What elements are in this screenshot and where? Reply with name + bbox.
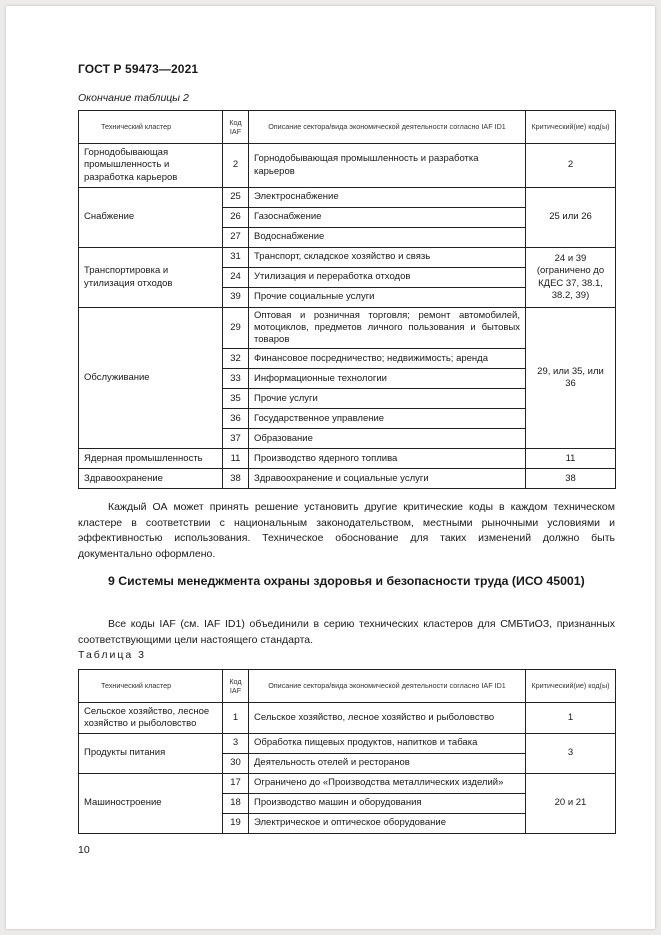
cluster-cell: Сельское хозяйство, лесное хозяйство и рыболовство [79,703,223,734]
code-cell: 38 [223,469,249,489]
code-cell: 30 [223,754,249,774]
desc-cell: Информационные технологии [249,369,526,389]
table3-header-crit: Критический(ие) код(ы) [526,670,616,703]
code-cell: 1 [223,703,249,734]
code-cell: 11 [223,449,249,469]
desc-cell: Ограничено до «Производства металлических изделий» [249,774,526,794]
code-cell: 17 [223,774,249,794]
cluster-cell: Горнодобывающая промышленность и разработка карьеров [79,144,223,188]
cluster-cell: Здравоохранение [79,469,223,489]
desc-cell: Газоснабжение [249,208,526,228]
code-cell: 39 [223,288,249,308]
paragraph-iaf-codes [78,617,615,648]
cluster-cell: Ядерная промышленность [79,449,223,469]
document-header: ГОСТ Р 59473—2021 [78,62,199,76]
desc-cell: Государственное управление [249,409,526,429]
table3-header-row [79,670,616,703]
table3-header-cluster: Технический кластер [79,670,223,703]
desc-cell: Прочие социальные услуги [249,288,526,308]
code-cell: 25 [223,188,249,208]
desc-cell: Деятельность отелей и ресторанов [249,754,526,774]
paragraph-critical-codes-text: Каждый ОА может принять решение установить другие критические коды в каждом техническом кластере в соответствии с национальным законодательством, местными рыночными условиями и эффективностью использования. Техническое обоснование для таких изменений должно быть документально оформлено. [78,501,615,560]
code-cell: 35 [223,389,249,409]
table-row [79,734,616,754]
crit-cell: 1 [526,703,616,734]
desc-cell: Транспорт, складское хозяйство и связь [249,248,526,268]
desc-cell: Утилизация и переработка отходов [249,268,526,288]
table2-header-row [79,111,616,144]
code-cell: 29 [223,308,249,349]
desc-cell: Оптовая и розничная торговля; ремонт автомобилей, мотоциклов, предметов личного пользования и бытовых товаров [249,308,526,349]
table2-header-cluster: Технический кластер [79,111,223,144]
code-cell: 36 [223,409,249,429]
table2-header-code: Код IAF [223,111,249,144]
document-page [6,6,655,929]
desc-cell: Прочие услуги [249,389,526,409]
page-number: 10 [78,844,90,856]
code-cell: 27 [223,228,249,248]
desc-cell: Горнодобывающая промышленность и разработка карьеров [249,144,526,188]
table-row [79,469,616,489]
code-cell: 24 [223,268,249,288]
cluster-cell: Транспортировка и утилизация отходов [79,248,223,308]
code-cell: 3 [223,734,249,754]
table-row [79,248,616,268]
cluster-cell: Продукты питания [79,734,223,774]
table3-caption: Таблица 3 [78,649,146,661]
crit-cell: 20 и 21 [526,774,616,834]
table2-header-crit: Критический(ие) код(ы) [526,111,616,144]
table-row [79,774,616,794]
code-cell: 32 [223,349,249,369]
crit-cell: 38 [526,469,616,489]
table-row [79,144,616,188]
table3 [78,669,616,834]
desc-cell: Обработка пищевых продуктов, напитков и табака [249,734,526,754]
table3-header-desc: Описание сектора/вида экономической деятельности согласно IAF ID1 [249,670,526,703]
desc-cell: Образование [249,429,526,449]
code-cell: 18 [223,794,249,814]
crit-cell: 29, или 35, или 36 [526,308,616,449]
desc-cell: Здравоохранение и социальные услуги [249,469,526,489]
code-cell: 19 [223,814,249,834]
cluster-cell: Обслуживание [79,308,223,449]
table2-caption: Окончание таблицы 2 [78,92,189,104]
crit-cell: 3 [526,734,616,774]
table-row [79,308,616,349]
crit-cell: 24 и 39 (ограничено до КДЕС 37, 38.1, 38.2, 39) [526,248,616,308]
desc-cell: Водоснабжение [249,228,526,248]
paragraph-critical-codes [78,500,615,562]
desc-cell: Финансовое посредничество; недвижимость; аренда [249,349,526,369]
table-row [79,703,616,734]
code-cell: 33 [223,369,249,389]
paragraph-iaf-codes-text: Все коды IAF (см. IAF ID1) объединили в серию технических кластеров для СМБТиОЗ, признанных соответствующими цели настоящего стандарта. [78,618,615,646]
desc-cell: Производство машин и оборудования [249,794,526,814]
table3-header-code: Код IAF [223,670,249,703]
table-row [79,449,616,469]
table2-header-desc: Описание сектора/вида экономической деятельности согласно IAF ID1 [249,111,526,144]
code-cell: 31 [223,248,249,268]
table2 [78,110,616,489]
crit-cell: 25 или 26 [526,188,616,248]
code-cell: 37 [223,429,249,449]
cluster-cell: Снабжение [79,188,223,248]
desc-cell: Сельское хозяйство, лесное хозяйство и рыболовство [249,703,526,734]
desc-cell: Электроснабжение [249,188,526,208]
code-cell: 2 [223,144,249,188]
crit-cell: 11 [526,449,616,469]
section-9-title: 9 Системы менеджмента охраны здоровья и безопасности труда (ИСО 45001) [108,574,585,588]
desc-cell: Электрическое и оптическое оборудование [249,814,526,834]
cluster-cell: Машиностроение [79,774,223,834]
table-row [79,188,616,208]
code-cell: 26 [223,208,249,228]
crit-cell: 2 [526,144,616,188]
desc-cell: Производство ядерного топлива [249,449,526,469]
